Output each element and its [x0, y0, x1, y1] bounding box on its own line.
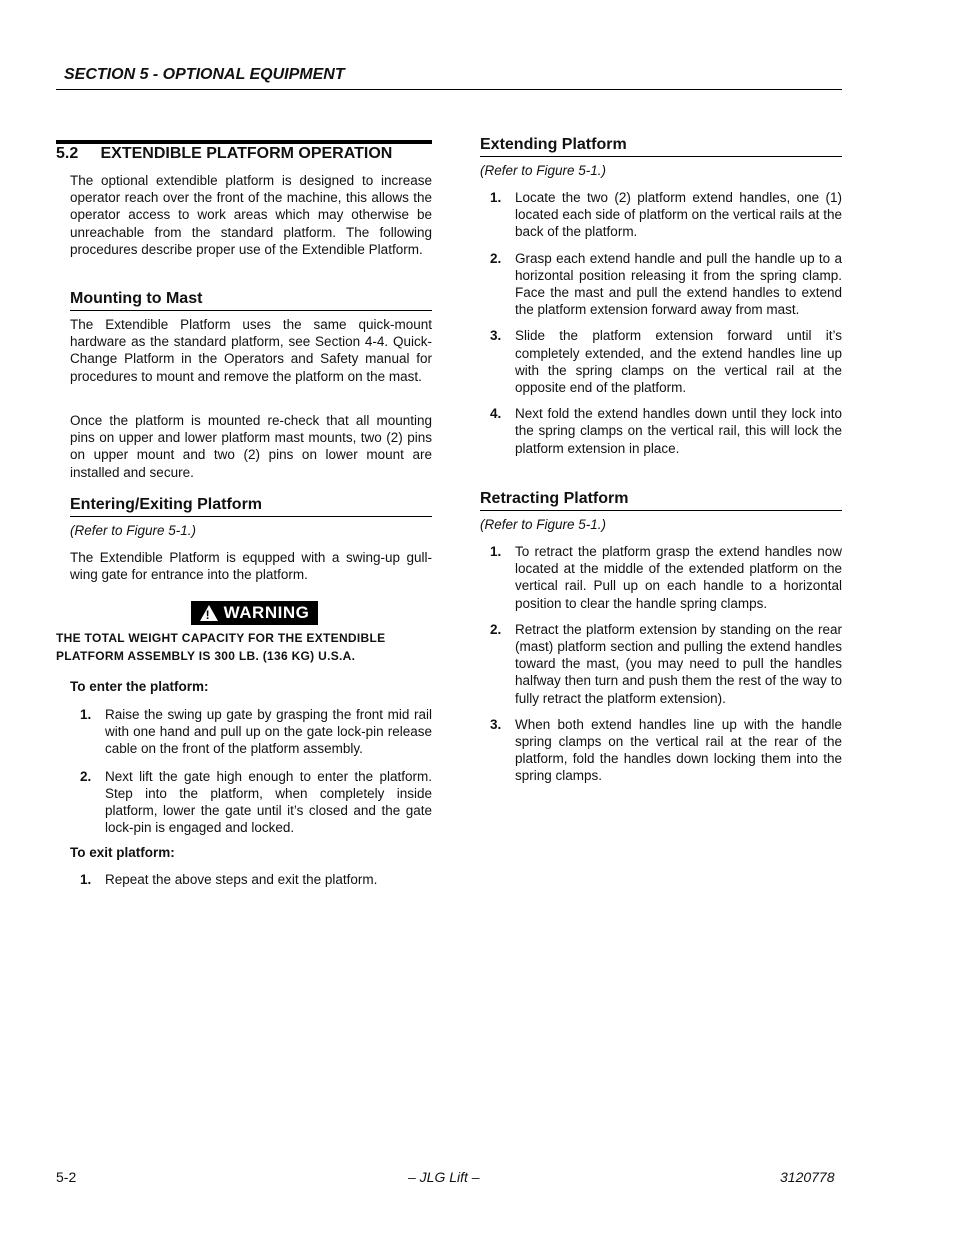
- mounting-heading: Mounting to Mast: [70, 290, 432, 311]
- step-text: When both extend handles line up with the handle spring clamps on the vertical rail at the rear of the platform, fold the handles down locking them into the spring clamps.: [515, 716, 842, 784]
- step-text: Retract the platform extension by standing on the rear (mast) platform section and pulling the extend handles toward the mast, (you may need to pull the handles halfway then turn and push them the rest of the way to fully retract the platform extension).: [515, 621, 842, 706]
- document-number: 3120778: [780, 1169, 835, 1185]
- step-number: 2.: [490, 250, 502, 266]
- list-item: [480, 405, 842, 457]
- retracting-heading: Retracting Platform: [480, 490, 842, 511]
- warning-triangle-icon: !: [200, 605, 218, 621]
- entering-heading: Entering/Exiting Platform: [70, 496, 432, 517]
- step-text: Next fold the extend handles down until they lock into the spring clamps on the vertical rail, this will lock the platform extension in place.: [515, 406, 842, 456]
- footer-center-text: – JLG Lift –: [408, 1169, 480, 1185]
- header-divider: [56, 89, 842, 90]
- section-header: SECTION 5 - OPTIONAL EQUIPMENT: [64, 66, 345, 83]
- step-number: 2.: [80, 768, 92, 784]
- step-text: Raise the swing up gate by grasping the front mid rail with one hand and pull up on the gate lock-pin release cable on the front of the platform assembly.: [105, 707, 432, 757]
- step-number: 2.: [490, 621, 502, 637]
- list-item: [480, 250, 842, 319]
- warning-label: [191, 601, 318, 625]
- step-number: 3.: [490, 716, 502, 732]
- list-item: [480, 189, 842, 241]
- step-text: Repeat the above steps and exit the platform.: [105, 872, 378, 887]
- list-item: [480, 327, 842, 396]
- retracting-figure-ref: (Refer to Figure 5-1.): [480, 517, 607, 532]
- page-number: 5-2: [56, 1169, 77, 1185]
- list-item: [70, 768, 432, 837]
- exit-steps-list: [70, 871, 432, 888]
- retracting-steps-list: [480, 543, 842, 785]
- step-number: 1.: [490, 544, 502, 559]
- step-text: Next lift the gate high enough to enter the platform. Step into the platform, when completely inside platform, lower the gate until it’s closed and the gate lock-pin is engaged and locked.: [105, 768, 432, 836]
- step-number: 1.: [490, 190, 502, 205]
- list-item: [480, 543, 842, 612]
- list-item: [70, 706, 432, 758]
- section-heading: 5.2 EXTENDIBLE PLATFORM OPERATION: [56, 145, 393, 162]
- extending-heading: Extending Platform: [480, 136, 842, 157]
- heading-rule: [56, 140, 432, 144]
- entering-paragraph: The Extendible Platform is equpped with a swing-up gull-wing gate for entrance into the platform.: [70, 550, 432, 583]
- extending-steps-list: [480, 189, 842, 457]
- step-number: 4.: [490, 406, 502, 422]
- mounting-paragraph-2: Once the platform is mounted re-check that all mounting pins on upper and lower platform mast mounts, two (2) pins on upper mount and two (2) pins on lower mount are installed and secure.: [70, 413, 432, 480]
- step-text: To retract the platform grasp the extend handles now located at the middle of the extended platform on the vertical rail. Pull up on each handle to a horizontal position to clear the handle spring clamps.: [515, 544, 842, 611]
- list-item: [480, 716, 842, 785]
- step-text: Grasp each extend handle and pull the handle up to a horizontal position releasing it from the spring clamp. Face the mast and pull the extend handles to extend the platform extension forward away from mast.: [515, 250, 842, 318]
- step-text: Locate the two (2) platform extend handles, one (1) located each side of platform on the vertical rails at the back of the platform.: [515, 190, 842, 240]
- step-number: 1.: [80, 872, 92, 887]
- enter-platform-subheading: To enter the platform:: [70, 679, 209, 694]
- exit-platform-subheading: To exit platform:: [70, 845, 175, 860]
- warning-label-text: WARNING: [223, 603, 310, 622]
- intro-paragraph: The optional extendible platform is designed to increase operator reach over the front of the machine, this allows the operator access to work areas which may otherwise be unreachable from the standard platform. The following procedures describe proper use of the Extendible Platform.: [70, 173, 432, 257]
- list-item: [480, 621, 842, 707]
- extending-figure-ref: (Refer to Figure 5-1.): [480, 163, 607, 178]
- step-number: 1.: [80, 707, 92, 722]
- step-number: 3.: [490, 328, 502, 344]
- entering-figure-ref: (Refer to Figure 5-1.): [70, 523, 197, 538]
- step-text: Slide the platform extension forward until it’s completely extended, and the extend handles line up with the spring clamps on the vertical rail at the opposite end of the platform.: [515, 328, 842, 396]
- list-item: [70, 871, 432, 888]
- warning-message: THE TOTAL WEIGHT CAPACITY FOR THE EXTENDIBLE PLATFORM ASSEMBLY IS 300 LB. (136 KG) U.S.A.: [56, 631, 386, 663]
- enter-steps-list: [70, 706, 432, 836]
- mounting-paragraph-1: The Extendible Platform uses the same quick-mount hardware as the standard platform, see Section 4-4. Quick-Change Platform in the Operators and Safety manual for procedures to mount and remove the platform on the mast.: [70, 317, 432, 384]
